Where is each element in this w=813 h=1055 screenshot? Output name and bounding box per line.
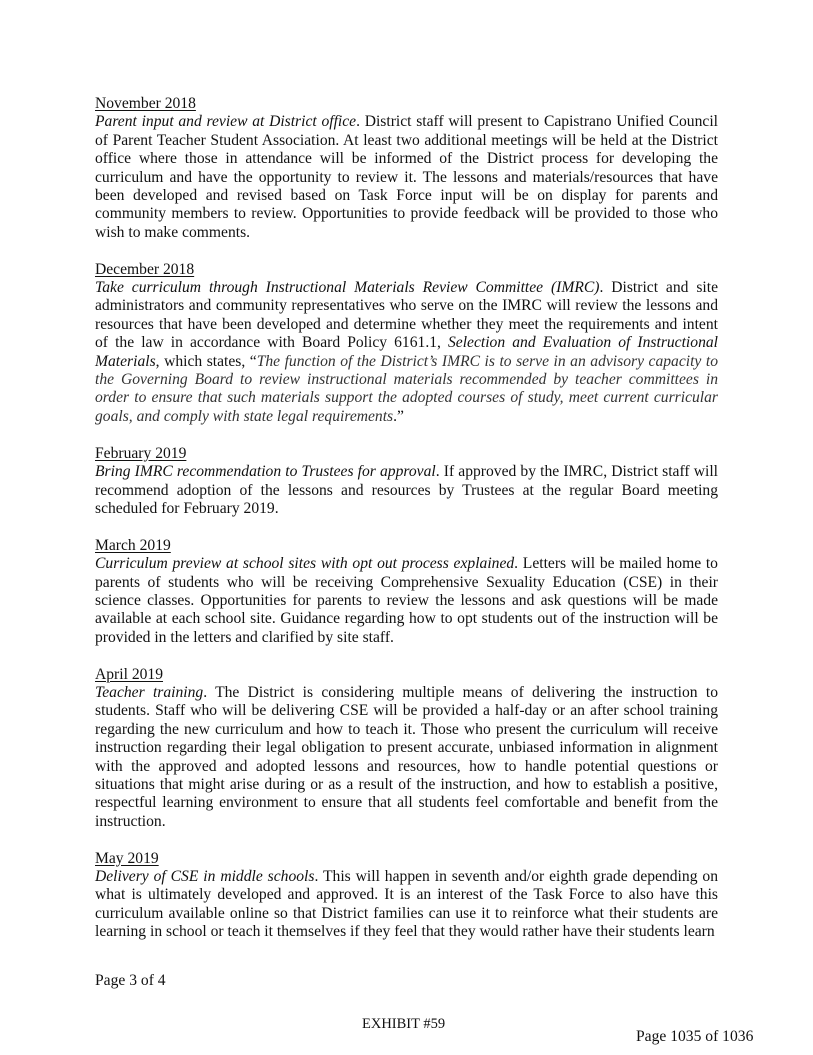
- section-lead: Parent input and review at District office: [95, 113, 357, 131]
- section-body: . The District is considering multiple means of delivering the instruction to students. Staff who will be delivering CSE will be provided a half-day or an after school training regarding the new curriculum and how to teach it. Those who present the curriculum will receive instruction regarding their legal obligation to present accurate, unbiased information in alignment with the approved and adopted lessons and resources, how to handle potential questions or situations that might arise during or as a result of the instruction, and how to establish a positive, respectful learning environment to ensure that all students feel comfortable and benefit from the instruction.: [95, 683, 718, 830]
- section-april-2019: [95, 666, 718, 832]
- section-heading: December 2018: [95, 260, 195, 278]
- section-body-end: .”: [393, 407, 404, 425]
- section-body: . District and site administrators and community representatives who serve on the IMRC will review the lessons and resources that have been developed and determine whether they meet the requirements and intent of the law in accordance with Board Policy 6161.1,: [95, 279, 718, 352]
- section-heading: November 2018: [95, 95, 196, 112]
- section-paragraph: [95, 555, 718, 647]
- section-february-2019: [95, 445, 718, 519]
- section-lead: Delivery of CSE in middle schools: [95, 867, 315, 885]
- exhibit-label: EXHIBIT #59: [362, 1016, 446, 1032]
- section-may-2019: [95, 850, 718, 942]
- document-body: [95, 95, 718, 960]
- section-heading: May 2019: [95, 849, 159, 867]
- section-heading: February 2019: [95, 444, 187, 462]
- section-heading: March 2019: [95, 536, 171, 554]
- section-body: . District staff will present to Capistrano Unified Council of Parent Teacher Student Association. At least two additional meetings will be held at the District office where those in attendance will be informed of the District process for developing the curriculum and have the opportunity to review it. The lessons and materials/resources that have been developed and revised based on Task Force input will be on display for parents and community members to review. Opportunities to provide feedback will be provided to those who wish to make comments.: [95, 113, 718, 241]
- section-lead: Take curriculum through Instructional Materials Review Committee (IMRC): [95, 279, 600, 297]
- section-december-2018: [95, 261, 718, 427]
- section-body: . Letters will be mailed home to parents of students who will be receiving Comprehensive Sexuality Education (CSE) in their science classes. Opportunities for parents to review the lessons and ask questions will be made available at each school site. Guidance regarding how to opt students out of the instruction will be provided in the letters and clarified by site staff.: [95, 555, 718, 646]
- section-body: . This will happen in seventh and/or eighth grade depending on what is ultimately developed and approved. It is an interest of the Task Force to also have this curriculum available online so that District families can use it to reinforce what their students are learning in school or teach it themselves if they feel that they would rather have their students learn: [95, 867, 718, 941]
- section-paragraph: [95, 868, 718, 942]
- policy-quote: The function of the District’s IMRC is to serve in an advisory capacity to the Governing Board to review instructional materials recommended by teacher committees in order to ensure that such materials support the adopted courses of study, meet current curricular goals, and comply with state legal requirements: [95, 352, 718, 425]
- section-body-continued: , which states, “: [155, 352, 257, 370]
- section-lead: Teacher training: [95, 683, 204, 701]
- section-heading: April 2019: [95, 665, 164, 683]
- section-body: . If approved by the IMRC, District staff will recommend adoption of the lessons and resources by Trustees at the regular Board meeting scheduled for February 2019.: [95, 463, 718, 517]
- page-number: Page 3 of 4: [95, 972, 166, 989]
- section-lead: Bring IMRC recommendation to Trustees for approval: [95, 463, 436, 481]
- section-november-2018: [95, 95, 718, 242]
- section-paragraph: [95, 684, 718, 831]
- policy-citation: Selection and Evaluation of Instructional Materials: [95, 334, 718, 370]
- section-paragraph: [95, 463, 718, 518]
- section-march-2019: [95, 537, 718, 647]
- total-page-number: Page 1035 of 1036: [636, 1028, 754, 1045]
- section-lead: Curriculum preview at school sites with opt out process explained: [95, 555, 515, 573]
- section-paragraph: [95, 279, 718, 426]
- section-paragraph: [95, 113, 718, 242]
